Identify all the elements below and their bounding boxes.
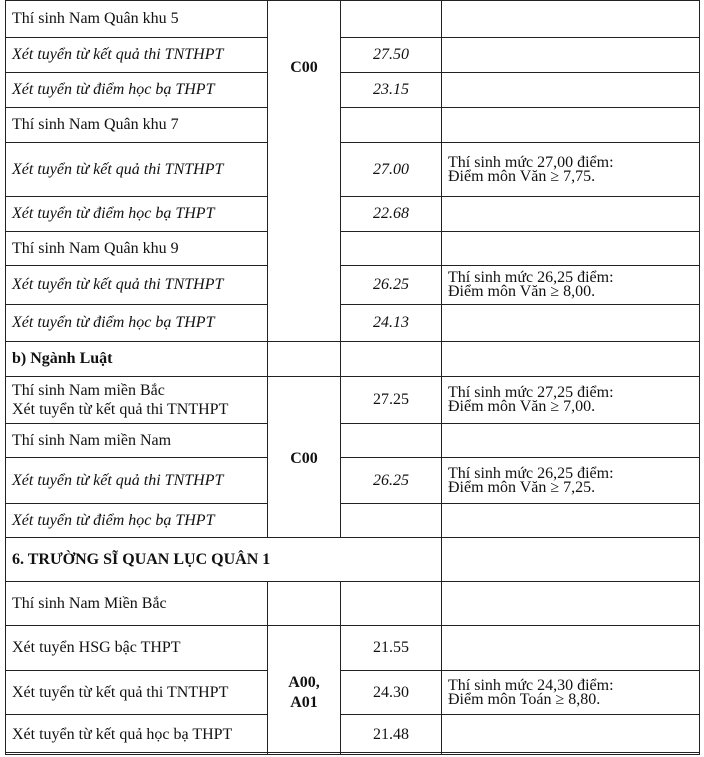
table-row bbox=[6, 715, 700, 755]
score-cell bbox=[341, 108, 442, 143]
table-row bbox=[6, 582, 700, 626]
note-line: Điểm môn Văn ≥ 7,00. bbox=[448, 398, 596, 415]
note-line: Thí sinh mức 24,30 điểm: bbox=[448, 676, 614, 694]
note-line: Thí sinh mức 27,25 điểm: bbox=[448, 384, 614, 401]
row-label-line: Xét tuyển từ kết quả thi TNTHPT bbox=[12, 401, 229, 418]
note-cell bbox=[442, 305, 700, 342]
table-row bbox=[6, 538, 700, 582]
table-row bbox=[6, 377, 700, 424]
subject-group-code bbox=[268, 626, 341, 755]
note-cell bbox=[442, 38, 700, 73]
table-row bbox=[6, 38, 700, 73]
score-cell: 22.68 bbox=[341, 197, 442, 232]
note-line: Thí sinh mức 27,00 điểm: bbox=[448, 153, 614, 171]
table-row bbox=[6, 143, 700, 197]
score-cell bbox=[341, 582, 442, 626]
note-cell bbox=[442, 197, 700, 232]
score-cell bbox=[341, 504, 442, 538]
table-row bbox=[6, 266, 700, 305]
section-title: 6. TRƯỜNG SĨ QUAN LỤC QUÂN 1 bbox=[6, 538, 442, 582]
code-cell bbox=[268, 582, 341, 626]
row-label: Thí sinh Nam Miền Bắc bbox=[6, 582, 268, 626]
row-label-line: Thí sinh Nam miền Bắc bbox=[12, 382, 165, 399]
row-label: Thí sinh Nam Quân khu 9 bbox=[6, 232, 268, 266]
note-cell bbox=[442, 626, 700, 671]
score-cell: 26.25 bbox=[341, 266, 442, 305]
note-line: Điểm môn Toán ≥ 8,80. bbox=[448, 690, 601, 708]
row-label: Xét tuyển từ kết quả học bạ THPT bbox=[6, 715, 268, 755]
note-cell bbox=[442, 232, 700, 266]
note-cell bbox=[442, 73, 700, 108]
score-cell bbox=[341, 424, 442, 458]
note-cell bbox=[442, 582, 700, 626]
score-cell: 27.50 bbox=[341, 38, 442, 73]
note-cell bbox=[442, 143, 700, 197]
table-row bbox=[6, 671, 700, 715]
note-cell bbox=[442, 108, 700, 143]
score-cell bbox=[341, 342, 442, 377]
row-label: Thí sinh Nam miền Nam bbox=[6, 424, 268, 458]
subject-group-code: C00 bbox=[268, 377, 341, 538]
table-row bbox=[6, 305, 700, 342]
score-cell: 24.30 bbox=[341, 671, 442, 715]
row-label: Thí sinh Nam Quân khu 7 bbox=[6, 108, 268, 143]
note-cell bbox=[442, 377, 700, 424]
note-cell bbox=[442, 671, 700, 715]
table-row bbox=[6, 73, 700, 108]
table-row bbox=[6, 197, 700, 232]
row-label: Xét tuyển HSG bậc THPT bbox=[6, 626, 268, 671]
row-label bbox=[6, 377, 268, 424]
row-label: Xét tuyển từ điểm học bạ THPT bbox=[6, 504, 268, 538]
note-line: Điểm môn Văn ≥ 7,25. bbox=[448, 478, 596, 496]
score-cell: 23.15 bbox=[341, 73, 442, 108]
row-label: Xét tuyển từ điểm học bạ THPT bbox=[6, 73, 268, 108]
row-label: Xét tuyển từ kết quả thi TNTHPT bbox=[6, 38, 268, 73]
row-label: Xét tuyển từ điểm học bạ THPT bbox=[6, 305, 268, 342]
score-cell: 21.48 bbox=[341, 715, 442, 755]
score-cell bbox=[341, 232, 442, 266]
code-line: A00, bbox=[288, 674, 320, 691]
note-line: Thí sinh mức 26,25 điểm: bbox=[448, 464, 614, 482]
row-label: Xét tuyển từ kết quả thi TNTHPT bbox=[6, 143, 268, 197]
admission-score-table bbox=[5, 0, 700, 755]
table-row bbox=[6, 504, 700, 538]
code-line: A01 bbox=[290, 694, 318, 711]
row-label: Xét tuyển từ điểm học bạ THPT bbox=[6, 197, 268, 232]
section-title: b) Ngành Luật bbox=[6, 342, 268, 377]
score-cell: 26.25 bbox=[341, 458, 442, 504]
table-bottom-border bbox=[5, 752, 699, 753]
note-line: Điểm môn Văn ≥ 7,75. bbox=[448, 167, 596, 185]
note-cell bbox=[442, 504, 700, 538]
score-cell bbox=[341, 1, 442, 38]
note-cell bbox=[442, 715, 700, 755]
note-cell bbox=[442, 538, 700, 582]
table-row bbox=[6, 232, 700, 266]
table-row bbox=[6, 1, 700, 38]
code-cell bbox=[268, 342, 341, 377]
note-line: Thí sinh mức 26,25 điểm: bbox=[448, 269, 614, 286]
note-cell bbox=[442, 266, 700, 305]
row-label: Xét tuyển từ kết quả thi TNTHPT bbox=[6, 671, 268, 715]
row-label: Xét tuyển từ kết quả thi TNTHPT bbox=[6, 458, 268, 504]
note-line: Điểm môn Văn ≥ 8,00. bbox=[448, 283, 596, 300]
note-cell bbox=[442, 458, 700, 504]
subject-group-code: C00 bbox=[268, 1, 341, 342]
note-cell bbox=[442, 342, 700, 377]
row-label: Thí sinh Nam Quân khu 5 bbox=[6, 1, 268, 38]
note-cell bbox=[442, 1, 700, 38]
note-cell bbox=[442, 424, 700, 458]
score-cell: 21.55 bbox=[341, 626, 442, 671]
row-label: Xét tuyển từ kết quả thi TNTHPT bbox=[6, 266, 268, 305]
table-row bbox=[6, 458, 700, 504]
score-cell: 24.13 bbox=[341, 305, 442, 342]
score-cell: 27.25 bbox=[341, 377, 442, 424]
score-cell: 27.00 bbox=[341, 143, 442, 197]
table-row bbox=[6, 108, 700, 143]
table-row bbox=[6, 342, 700, 377]
table-row bbox=[6, 626, 700, 671]
table-row bbox=[6, 424, 700, 458]
